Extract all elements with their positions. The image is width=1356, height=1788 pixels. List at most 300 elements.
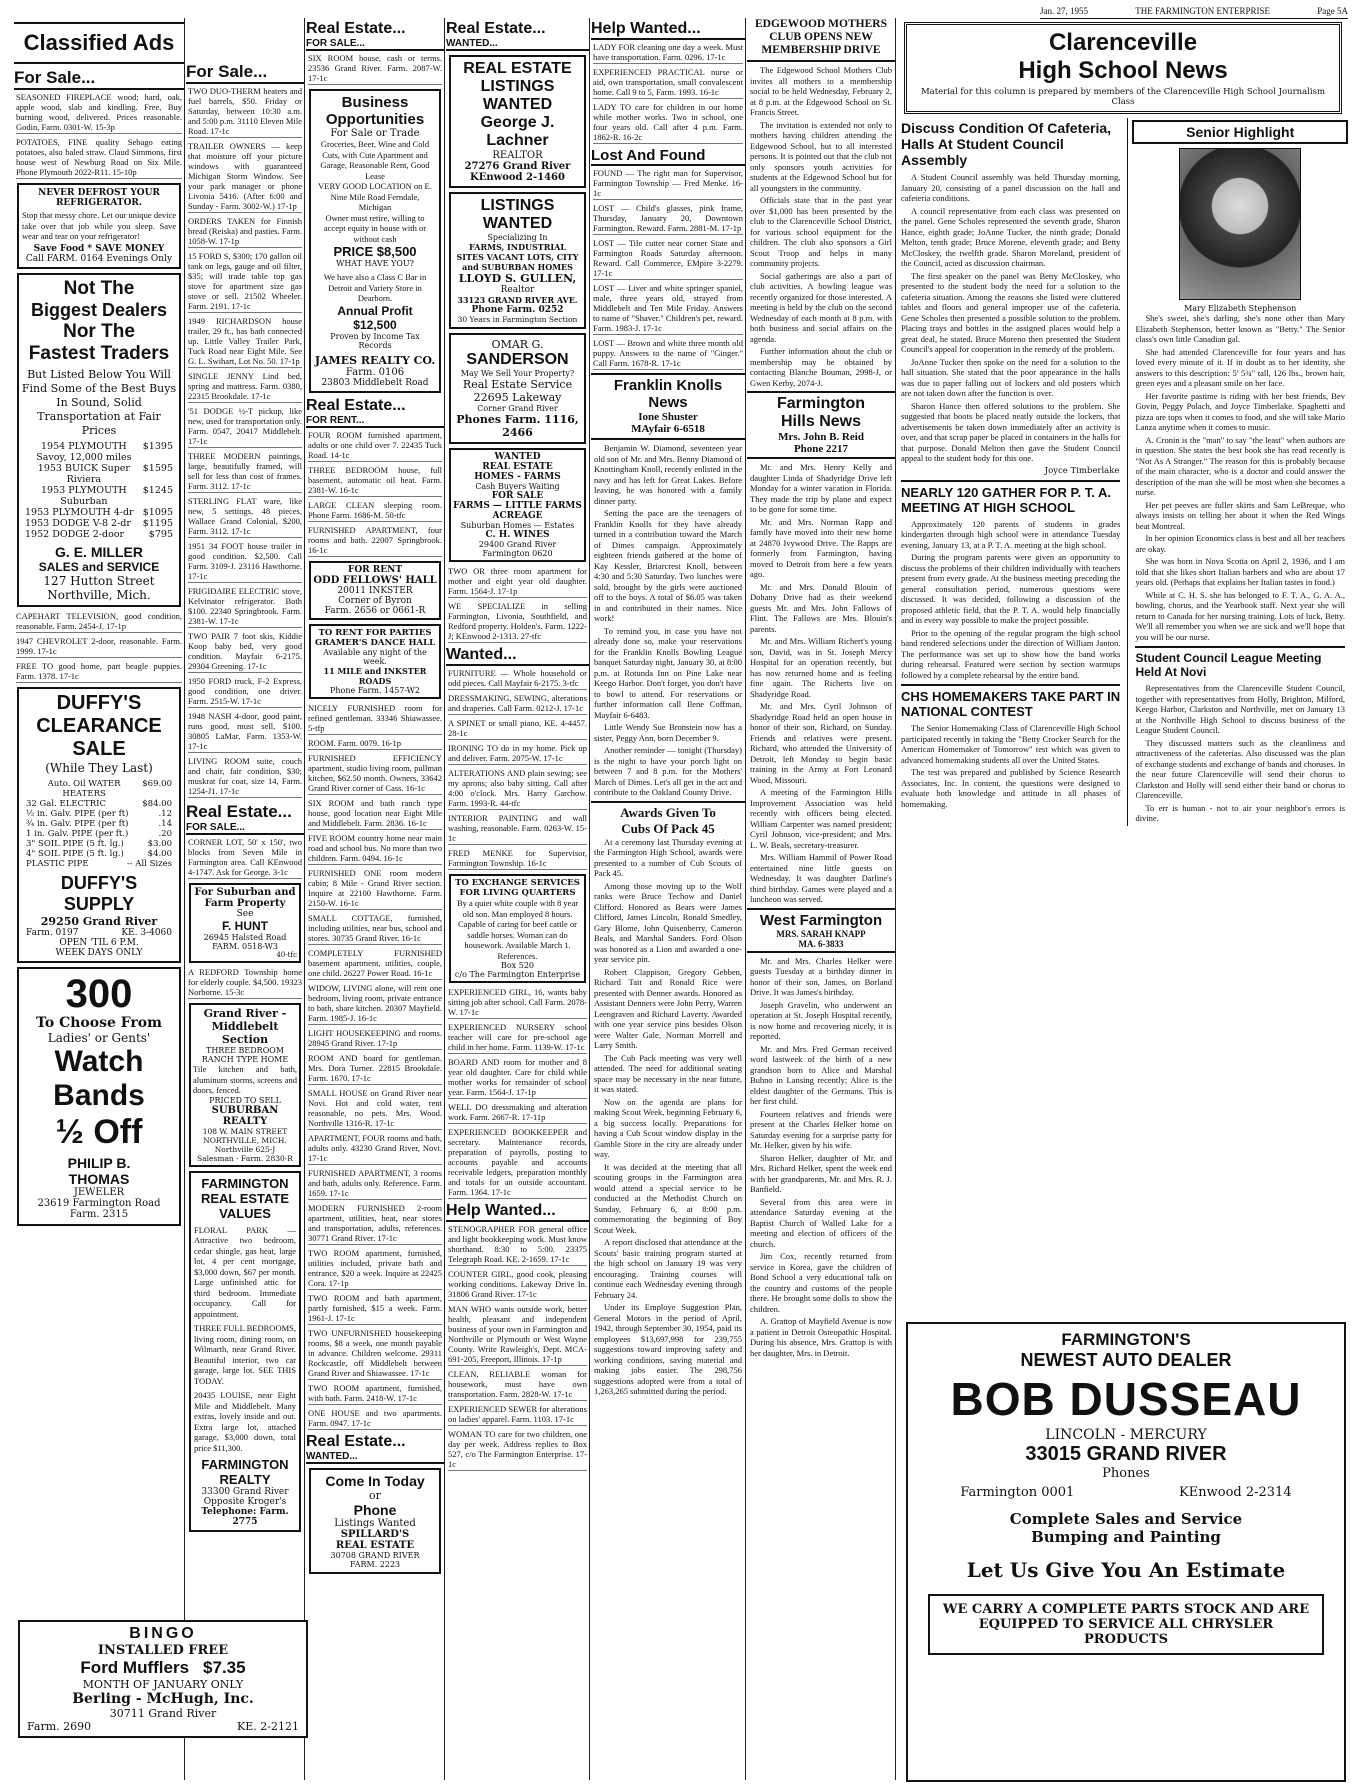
mb-line: Northville 625-J	[214, 1144, 276, 1154]
school-title: Clarenceville	[1048, 29, 1198, 56]
gullen-ad	[449, 192, 586, 329]
news-paragraph: Mrs. William Hammil of Power Road entertained nine little guests on Wednesday. It was daughter Darline's third birthday. Games were played and a luncheon was served.	[750, 852, 892, 904]
classified-ad: 1949 RICHARDSON house trailer, 29 ft., has bath connected up. Little Valley Trailer Park, Tuck Road near Eight Mile. See G. L. Swihart, Lot No. 50. 17-1p	[188, 316, 302, 366]
fh-line: Farmington	[777, 395, 865, 412]
homemakers-headline: CHS HOMEMAKERS TAKE PART IN NATIONAL CONTEST	[901, 684, 1120, 719]
classified-ad: 1947 CHEVROLET 2-door, reasonable. Farm. 1999. 17-1c	[16, 635, 182, 656]
watch-line: Bands	[53, 1078, 145, 1112]
news-paragraph: Mr. and Mrs. William Richert's young son, David, was in St. Joseph Mercy Hospital for an operation recently, but has now returned home and is feeling fine again. The Richerts live on Shadyridge Road.	[750, 636, 892, 699]
classified-ad: THREE MODERN paintings, large, beautifully framed, will sell for less than cost of frames. Farm. 3112. 17-1c	[188, 451, 302, 491]
heading-sub: FOR SALE...	[186, 822, 245, 833]
help-wanted-heading: Help Wanted...	[446, 1202, 589, 1222]
james-realty-ad	[309, 89, 441, 393]
news-paragraph: The Senior Homemaking Class of Clarenceville High School participated recently in taking the "Betty Crocker Search for the American Homemaker of Tomorrow" test which was given to advanced homemaking students all over the United States.	[901, 723, 1121, 765]
classified-ad: CLEAN, RELIABLE woman for housework, must have own transportation. Farm. 2828-W. 17-1c	[448, 1369, 587, 1399]
mb-line: NORTHVILLE, MICH.	[203, 1135, 287, 1145]
bingo-line: BINGO	[129, 1625, 197, 1642]
classified-ad: WE SPECIALIZE in selling Farmington, Livonia, Southfield, and Redford property. Holden's. Farm. 1222-J; KEnwood 2-1313. 27-tfc	[448, 601, 587, 641]
classified-ad: FOUR ROOM furnished apartment, adults or one child over 7. 22435 Tuck Road. 14-1c	[308, 429, 442, 460]
dance-hall-ad	[309, 624, 441, 699]
car-row-label: 1953 PLYMOUTH Suburban	[41, 484, 127, 507]
issue-date: Jan. 27, 1955	[1040, 6, 1088, 16]
heading-text: Real Estate...	[306, 1432, 406, 1450]
classified-ad: FOUND — The right man for Supervisor, Farmington Township — Fred Menke. 16-1c	[593, 168, 743, 198]
news-paragraph: To err is human - not to air your neighbor's errors is divine.	[1135, 802, 1345, 823]
classified-ad: LADY TO care for children in our home while mother works. Two in school, one four years old. Call after 4 p.m. Farm. 1862-R. 16-2c	[593, 102, 743, 142]
wines-ad	[449, 448, 586, 562]
news-paragraph: To remind you, in case you have not already done so, make your reservations for the Franklin Knolls Bowling League banquet Saturday night, January 30, at 8:00 p.m. at Rotunda Inn on Pine Lake near Keego Harbor. Don't forget, you don't have to bowl to attend. For reservations or further information call Ilene Coffman, Mayfair 6-6483.	[594, 625, 742, 720]
bob-phone: KEnwood 2-2314	[1179, 1485, 1292, 1500]
farmington-realty-ad	[189, 1171, 301, 1533]
car-row-price: $1095	[142, 506, 173, 518]
classified-ad: POTATOES, FINE quality Sebago eating potatoes, also baled straw. Claud Simmons, first house west of Newburg Road on Six Mile. Phone Plymouth 2022-R11. 15-10p	[16, 137, 182, 177]
sanderson-line: Real Estate Service	[462, 378, 573, 391]
news-paragraph: They discussed matters such as the cleanliness and attractiveness of the cafeterias. Also discussed was the plan of exchange students and exchange of bands and choruses. In the near future Clarenceville will send their chorus to Clarkston and Holly will send either their band or chorus to Clarenceville.	[1135, 737, 1345, 800]
bob-address: 33015 GRAND RIVER	[1025, 1443, 1227, 1465]
heading-sub: WANTED...	[306, 1450, 358, 1462]
classified-ad: COMPLETELY FURNISHED basement apartment, utilities, couple, one child. 26227 Power Road. 16-1c	[308, 947, 442, 978]
odd-line: 20011 INKSTER	[337, 585, 413, 596]
wines-line: FARMS — LITTLE FARMS	[453, 501, 582, 511]
classified-ad: EXPERIENCED NURSERY school teacher will care for pre-school age child in her home. Farm. 1139-W. 17-1c	[448, 1022, 587, 1052]
supply-line: SUPPLY	[63, 893, 135, 914]
fk-line: Franklin Knolls	[613, 377, 723, 394]
classified-ad: WOMAN TO care for two children, one day per week. Address replies to Box 527, c/o The Farmington Enterprise. 17-1c	[448, 1429, 587, 1469]
wanted-ads	[446, 668, 589, 870]
gullen-line: Specializing In	[487, 233, 548, 242]
re-wanted-heading	[306, 1433, 444, 1464]
news-paragraph: The Cub Pack meeting was very well attended. The need for additional seating space may be necessary in the near future, it was stated.	[594, 1052, 742, 1094]
help-ads-5	[591, 42, 745, 144]
col2-ads	[186, 86, 304, 798]
thomas-line: THOMAS	[68, 1170, 130, 1187]
news-paragraph: Joseph Gravelin, who underwent an operation at St. Joseph Hospital recently, is now home and recovering nicely, it is reported.	[750, 999, 892, 1041]
car-row-price: $1195	[142, 517, 173, 529]
pipe-row	[22, 819, 176, 829]
grange-line: TO RENT FOR PARTIES	[318, 627, 432, 638]
grange-line: Available any night of the week.	[323, 647, 427, 666]
value-listing: FLORAL PARK — Attractive two bedroom, cedar shingle, gas heat, large lot, 4 per cent mortgage, $3,000 down, $67 per month. Large unfinished attic for third bedroom. Immediate occupancy. Call for appointment.	[194, 1224, 296, 1319]
gullen-line: 33123 GRAND RIVER AVE.	[457, 295, 578, 305]
lachner-line: Lachner	[486, 132, 549, 149]
cubs-line: Awards Given To	[620, 804, 716, 820]
pipe-row-price: .14	[158, 818, 172, 829]
classified-ad: LADY FOR cleaning one day a week. Must have transportation. Farm. 0296. 17-1c	[593, 42, 743, 62]
values-line: REAL ESTATE	[200, 1190, 290, 1206]
lachner-line: WANTED	[482, 96, 553, 113]
realty-line: Opposite Kroger's	[203, 1497, 287, 1507]
wines-line: WANTED	[494, 452, 541, 462]
miller-line: SALES and SERVICE	[38, 559, 160, 574]
pta-story	[898, 519, 1123, 681]
car-row-label: 1952 DODGE 2-door	[25, 528, 125, 540]
fk-news	[591, 443, 745, 798]
pipe-row-price: .20	[158, 828, 172, 839]
biz-line: JAMES REALTY CO.	[314, 353, 436, 367]
column-5	[591, 18, 746, 1780]
rent-ads-2	[306, 703, 444, 1430]
classified-ad: FREE TO good home, part beagle puppies. Farm. 1378. 17-1c	[16, 660, 182, 681]
duffy-line: SALE	[72, 737, 126, 760]
spillard-line: Phone	[353, 1501, 397, 1518]
sanderson-line: Phones Farm. 1116, 2466	[456, 413, 579, 439]
classified-ad: '51 DODGE ½-T pickup, like new, used for transportation only. Farm. 0547, 20417 Middlebelt. 17-1c	[188, 406, 302, 446]
wanted-ads-2	[446, 987, 589, 1199]
column-6	[747, 18, 896, 1780]
news-paragraph: It was decided at the meeting that all scouting groups in the Farmington area would attend a special service to be conducted at the Methodist Church on Sunday, February 6, at 8:00 p.m. commemorating the beginning of Boy Scout Week.	[594, 1161, 742, 1235]
classified-ad: WELL DO dressmaking and alteration work. Farm. 2667-R. 17-11p	[448, 1102, 587, 1122]
clarenceville-masthead	[904, 22, 1342, 114]
dealers-line: Fastest Traders	[28, 342, 170, 364]
supply-line: 29250 Grand River	[40, 914, 158, 928]
classified-ad: FURNITURE — Whole household or odd pieces. Call Mayfair 6-2175. 3-tfc	[448, 668, 587, 688]
bingo-line: INSTALLED FREE	[97, 1643, 229, 1658]
for-sale-heading: For Sale...	[14, 68, 184, 90]
car-row	[21, 518, 177, 529]
classified-ad: A REDFORD Township home for elderly couple. $4,500. 19323 Norborne. 15-3c	[188, 967, 302, 997]
gullen-line: WANTED	[482, 215, 553, 232]
bob-line: FARMINGTON'S	[1061, 1330, 1191, 1349]
biz-line: Business	[341, 94, 409, 111]
cubs-headline	[591, 801, 745, 837]
wines-line: 29400 Grand River	[478, 540, 557, 549]
classified-ad: TWO ROOM apartment, furnished, utilities included, private bath and entrance, $20 a week. Inquire at 22425 Cora. 17-1p	[308, 1247, 442, 1288]
biz-line: 23803 Middlebelt Road	[321, 377, 429, 388]
column-2	[186, 18, 305, 1780]
car-row	[21, 463, 177, 485]
news-paragraph: Mr. and Mrs. Norman Rapp and family have moved into their new home at 24870 Ivywood Drive. The Rapps are formerly from Farmington, having moved to Detroit from here a few years ago.	[750, 516, 892, 579]
heading-text: Real Estate...	[306, 20, 406, 37]
classified-ad: SMALL COTTAGE, furnished, including utilities, near bus, school and stores. 30735 Grand River. 16-1c	[308, 912, 442, 943]
news-paragraph: Setting the pace are the teenagers of Franklin Knolls for they have already turned in a contribution toward the March of Dimes campaign. Approximately eighteen friends gathered at the home of Kay Kessler, Briarcrest Knoll, between 4:30 and 5:30 Saturday. Two lunches were sold, brought by the girls were auctioned off to the boys. A total of $6.05 was taken in and contributed in their names. Nice work!	[594, 508, 742, 623]
supply-line: OPEN 'TIL 6 P.M.	[59, 937, 139, 948]
mb-line: Salesman - Farm. 2830-R	[197, 1153, 293, 1163]
pipe-row-price: -- All Sizes	[126, 858, 172, 869]
news-paragraph: Several from this area were in attendance Saturday evening at the Baptist Church of Walled Lake for a meeting and election of officers of the church.	[750, 1196, 892, 1249]
news-paragraph: The Edgewood School Mothers Club invites all mothers to a membership social to be held Wednesday, February 2, at 8 p.m. at the Edgewood School on St. Francis Street.	[750, 65, 892, 117]
franklin-knolls-masthead	[591, 373, 745, 435]
lachner-line: REALTOR	[492, 150, 543, 161]
classified-ad: FRIGIDAIRE ELECTRIC stove, Kelvinator refrigerator. Both $100. 22340 Springbrook. Farm. 2381-W. 17-1c	[188, 586, 302, 626]
hunt-line: FARM. 0518-W3	[212, 942, 278, 951]
watch-line: Ladies' or Gents'	[47, 1030, 151, 1045]
heading-sub: FOR SALE...	[306, 38, 365, 49]
news-paragraph: Among those moving up to the Wolf ranks were Bruce Techow and Daniel Clifford. Honored as Bears were James Clifford, James Lincoln, Ronald Smedley, Gary Blome, John Quisenberry, Cameron Beals, and Marshal Sanders. Ford Olson was honored as a Lion and awarded a one-year service pin.	[594, 880, 742, 964]
classified-ad: TWO OR three room apartment for mother and eight year old daughter. Farm. 1564-J. 17-1p	[448, 566, 587, 596]
wines-line: Farmington 0620	[482, 549, 553, 558]
exchange-line: TO EXCHANGE SERVICES FOR LIVING QUARTERS	[455, 878, 580, 898]
classified-ad: LARGE CLEAN sleeping room. Phone Farm. 1686-M. 50-tfc	[308, 499, 442, 520]
classified-ad: FRED MENKE for Supervisor, Farmington Township. 16-1c	[448, 848, 587, 868]
miller-line: 127 Hutton Street	[43, 573, 155, 588]
wanted-heading: Wanted...	[446, 646, 589, 666]
news-paragraph: Mr. and Mrs. Charles Helker were guests Tuesday at a birthday dinner in honor of their son, James, on Borland Drive. It was James's birthday.	[750, 955, 892, 997]
fk-line: MAyfair 6-6518	[631, 423, 705, 435]
classified-ad: ROOM AND board for gentleman. Mrs. Dora Turner. 22815 Brookdale. Farm. 1670. 17-1c	[308, 1052, 442, 1083]
classified-ad: SINGLE JENNY Lind bed, spring and mattress. Farm. 0380, 22315 Brookdale. 17-1c	[188, 371, 302, 401]
duffy-ad	[17, 687, 181, 963]
watch-line: Watch	[54, 1044, 144, 1078]
news-paragraph: She was born in Nova Scotia on April 2, 1936, and I am told that she likes short Italian barbers and who are about 17 years old. (Perhaps that explains her Italian tastes in food.)	[1135, 556, 1345, 587]
classified-ad: EXPERIENCED PRACTICAL nurse or aid, own transportation, small convalescent home. Call 9 to 5, Farm. 1993. 16-1c	[593, 67, 743, 97]
wines-line: Suburban Homes — Estates	[460, 521, 575, 530]
wines-line: REAL ESTATE	[482, 462, 553, 472]
spillard-line: Come In Today	[325, 1472, 425, 1489]
sanderson-line: Corner Grand River	[477, 404, 558, 413]
news-paragraph: Social gatherings are also a part of club activities. A bowling league was recently organized for those interested. A meeting is held by the club on the second Wednesday of each month at 8 p.m. with both business and social affairs on the agenda.	[750, 270, 892, 344]
news-paragraph: She had attended Clarenceville for four years and has loved every minute of it. If in doubt as to her identity, she answers to this description: 5' 5¾" tall, 126 lbs., brown hair, green eyes and a pleasant smile on her face.	[1135, 346, 1345, 388]
classified-ad: TRAILER OWNERS — keep that moisture off your picture windows with guaranteed Michigan Storm Window. See your park manager or phone Livonia 5416. (After 6:00 and Sunday - Farm. 3002-W.) 17-1p	[188, 141, 302, 211]
classified-ad: ORDERS TAKEN for Finnish bread (Reiska) and pasties. Farm. 1058-W. 17-1p	[188, 216, 302, 246]
thomas-line: 23619 Farmington Road	[37, 1197, 161, 1209]
column-3	[306, 18, 445, 1780]
pipe-row	[22, 839, 176, 849]
miller-name: G. E. MILLER	[55, 543, 143, 560]
cubs-story	[591, 837, 745, 1397]
bingo-line: Berling - McHugh, Inc.	[72, 1691, 254, 1707]
value-listing: THREE FULL BEDROOMS, living room, dining room, on Wilmarth, near Grand River. Beautiful interior, two car garage, large lot. SEE THIS TODAY.	[194, 1323, 296, 1386]
classified-ad: EXPERIENCED BOOKKEEPER and secretary. Maintenance records, preparation of payrolls, posting to accounts payable and accounts receivable ledgers, preparation monthly and totals for an outside accountant. Farm. 1364. 17-1c	[448, 1127, 587, 1197]
news-paragraph: Benjamin W. Diamond, seventeen year old son of Mr. and Mrs. Benny Diamond of Knottingham Knoll, recently enlisted in the navy and has left for Great Lakes. Before leaving, he was honored with a family dinner party.	[594, 443, 742, 506]
heading-text: Real Estate...	[306, 396, 406, 414]
grange-line: GRAMER'S DANCE HALL	[314, 637, 436, 648]
news-paragraph: At a ceremony last Thursday evening at the Farmington High School, awards were presented to a number of Cub Scouts of Pack 45.	[594, 836, 742, 878]
help-ads	[446, 1224, 589, 1471]
classified-ad: TWO DUO-THERM heaters and fuel barrels, $50. Friday or Saturday, between 10:30 a.m. and 5:00 p.m. 31110 Eleven Mile Road. 17-1c	[188, 86, 302, 136]
classified-ad: 1948 NASH 4-door, good paint, runs good, must sell, $100. 30805 LaMar, Farm. 1353-W. 17-1c	[188, 711, 302, 751]
classified-ad: EXPERIENCED SEWER for alterations on ladies' apparel. Farm. 1103. 17-1c	[448, 1404, 587, 1424]
school-col-right	[1128, 118, 1348, 826]
car-row	[21, 507, 177, 518]
news-paragraph: The first speaker on the panel was Betty McCloskey, who presented to the student body the need for a solution to the cafeteria situation. Among the reasons she listed were cluttered tables and floors and general improper use of the cafeteria. Gene Scholes then presented a possible solution to the problem. Placing trays and bottles in the assigned places would help a great deal, he stated. Bruce Moreno then presented the Student Council's appeal for cooperation in the remedy of the problem.	[901, 270, 1121, 354]
re-for-rent-heading	[306, 397, 444, 428]
pipe-row	[22, 809, 176, 819]
hunt-tag: 40-tfc	[276, 951, 297, 959]
biz-line: For Sale or Trade	[330, 128, 420, 139]
pipe-row-label: ¾ in. Galv. PIPE (per ft)	[26, 818, 129, 829]
pipe-row	[22, 799, 176, 809]
news-paragraph: A council representative from each class was presented on the panel. Gene Scholes represented the seventh grade, Sharon Hance, eighth grade; JoAnne Tucker, the ninth grade; Donald Melton, tenth grade; Bruce Morene, eleventh grade; and Betty McCloskey, the twelfth grade. Sharon Moreland, president of the Council, acted as discussion chairman.	[901, 205, 1121, 268]
duffy-line: (While They Last)	[45, 760, 153, 775]
bob-line: Complete Sales and Service	[1009, 1510, 1243, 1528]
classified-ad: LOST — Child's glasses, pink frame, Thursday, January 20, Downtown Farmington. Reward. Farm. 2881-M. 17-1p	[593, 203, 743, 233]
news-paragraph: Little Wendy Sue Bronstein now has a sister, Peggy Ann, born December 9.	[594, 722, 742, 743]
wf-line: MA. 6-3833	[798, 938, 844, 949]
fk-line: Ione Shuster	[638, 411, 698, 423]
defrost-body: Stop that messy chore. Let our unique device take over that job while you sleep. Save wear and tear on your refrigerator!	[22, 210, 176, 241]
sanderson-line: 22695 Lakeway	[473, 391, 562, 404]
duffy-line: CLEARANCE	[36, 714, 162, 737]
bingo-phone: Farm. 2690	[27, 1720, 92, 1733]
news-paragraph: During the program parents were given an opportunity to discuss the problems of their children individually with teachers present from every grade. At the business meeting preceding the general consultation period, numerous questions were discussed. It was decided, following a discussion of the proposed athletic field, that the P. T. A. would help financially and in every way possible to make the project possible.	[901, 552, 1121, 625]
grange-line: Phone Farm. 1457-W2	[330, 685, 420, 695]
biz-line: Farm. 0106	[345, 366, 405, 378]
fh-news	[747, 462, 895, 905]
classified-title: Classified Ads	[14, 22, 184, 64]
pipe-row-price: .12	[158, 808, 172, 819]
west-farmington-masthead	[747, 908, 895, 953]
news-paragraph: Mr. and Mrs. Donald Blouin of Dohany Drive had as their weekend guests Mr. and Mrs. John Fallows of Flint. The Fallows are Mrs. Blouin's parents.	[750, 581, 892, 634]
mb-line: 108 W. MAIN STREET	[202, 1126, 288, 1136]
news-paragraph: A. Grattop of Mayfield Avenue is now a patient in Detroit Osteopathic Hospital. During his absence, Mrs. Grattop is with her daughter, Mrs. in Detroit.	[750, 1316, 892, 1358]
news-paragraph: JoAnne Tucker then spoke on the need for a solution to the hall situation. She stated that the poor appearance in the halls was due to paper falling out of lockers and old posters which are not taken down after the function is over.	[901, 356, 1121, 398]
wines-line: C. H. WINES	[485, 530, 550, 540]
classified-ad: THREE BEDROOM house, full basement, automatic oil heat. Farm. 2381-W. 16-1c	[308, 464, 442, 495]
classified-ad: 1950 FORD truck, F-2 Express, good condition, one driver. Farm. 2515-W. 17-1c	[188, 676, 302, 706]
supply-line: DUFFY'S	[60, 872, 138, 893]
exchange-ad	[449, 874, 586, 983]
gullen-line: FARMS, INDUSTRIAL SITES VACANT LOTS, CITY and SUBURBAN HOMES	[456, 242, 579, 272]
thomas-line: Farm. 2315	[69, 1208, 129, 1220]
lachner-line: George J.	[480, 114, 555, 131]
wines-line: HOMES - FARMS	[474, 472, 561, 482]
bingo-phone: KE. 2-2121	[237, 1720, 299, 1733]
spillard-line: SPILLARD'S	[340, 1528, 410, 1540]
news-paragraph: Her favorite pastime is riding with her best friends, Bev Govin, Peggy Polach, and Joyce Timberlake. Spaghetti and pizza are tops when it comes to food, and she will take Mario Lanza anytime when it comes to music.	[1135, 390, 1345, 432]
byline: Joyce Timberlake	[1044, 465, 1120, 476]
pipe-row-label: PLASTIC PIPE	[26, 858, 89, 869]
classified-ad: FURNISHED APARTMENT, four rooms and bath. 22007 Springbrook. 16-1c	[308, 524, 442, 555]
student-photo	[1179, 148, 1301, 300]
exchange-line: c/o The Farmington Enterprise	[454, 970, 581, 979]
page-number: Page 5A	[1317, 6, 1348, 16]
wf-line: West Farmington	[759, 911, 883, 929]
car-row-label: 1954 PLYMOUTH Savoy, 12,000 miles	[36, 440, 132, 463]
farmington-hills-masthead	[747, 391, 895, 459]
heading-sub: WANTED...	[446, 38, 498, 49]
dealers-line: Biggest Dealers	[30, 299, 168, 320]
wf-news	[747, 956, 895, 1359]
biz-line: Owner must retire, willing to accept equity in house with or without cash	[323, 212, 427, 244]
classified-ad: SIX ROOM house, cash or terms. 23536 Grand River. Farm. 2087-W. 17-1c	[308, 53, 442, 83]
spillard-ad	[309, 1468, 441, 1574]
lachner-line: REAL ESTATE	[463, 60, 572, 77]
exchange-line: Box 520	[500, 961, 535, 970]
news-paragraph: Fourteen relatives and friends were present at the Charles Helker home on Saturday evening for a surprise party for Mr. Helker, given by his wife.	[750, 1108, 892, 1150]
heading-text: Real Estate...	[446, 20, 546, 37]
news-paragraph: Robert Clappison, Gregory Gebben, Richard Tait and Ronald Rice were presented with Denner awards. Honored as Assistant Denners were John Perry, Warren Leengraven and Richard Laverty. Awarded with one year service pins besides Olson were Walter Gale, Norman Morrell and Larry Smith.	[594, 966, 742, 1050]
news-paragraph: Now on the agenda are plans for making Scout Week, beginning February 6, a big success locally. Preparations for having a Cub Scout window display in the Gamble Store in the city are already under way.	[594, 1096, 742, 1159]
wines-line: Cash Buyers Waiting	[475, 482, 560, 491]
suburban-realty-ad	[189, 1003, 301, 1167]
news-paragraph: Sharon Hance then offered solutions to the problem. She suggested that boots be placed neatly outside the lockers, that advertisements be taken down immediately after an activity is over, and that scrap paper be placed in containers in the halls for that purpose. Donald Melton then gave the Student Council appeal to the student body for this one.	[901, 400, 1121, 463]
realty-line: 33300 Grand River	[201, 1487, 289, 1497]
news-paragraph: Under its Employe Suggestion Plan, General Motors in the period of April, 1942, through September 30, 1954, paid its employees $13,697,998 for 239,755 suggestions toward improving safety and working conditions, saving material and making jobs easier. The 298,756 suggestions adopted were from a total of 1,263,265 submitted during the period.	[594, 1302, 742, 1396]
classified-ad: APARTMENT, FOUR rooms and bath, adults only. 43230 Grand River, Novi. 17-1c	[308, 1132, 442, 1163]
classified-ad: TWO UNFURNISHED housekeeping rooms, $8 a week, one month payable in advance. Children welcome. 29311 Rockcastle, off Middlebelt between Grand River and Shiawassee. 17-1c	[308, 1327, 442, 1378]
gullen-line: Phone Farm. 0252	[471, 305, 564, 315]
pipe-list	[22, 779, 176, 869]
fk-line: News	[648, 394, 688, 411]
mb-line: RANCH TYPE HOME	[201, 1055, 289, 1064]
car-row-label: 1953 PLYMOUTH 4-dr	[25, 506, 134, 518]
gullen-line: Realtor	[500, 285, 535, 295]
odd-line: Corner of Byron	[338, 595, 412, 606]
exchange-body: By a quiet white couple with 8 year old son. Man employed 8 hours. Capable of caring for beef cattle or saddle horses. Woman can do housework. Available March 1. References.	[456, 898, 579, 961]
spillard-line: REAL ESTATE	[335, 1539, 415, 1551]
mb-line: THREE BEDROOM	[205, 1046, 285, 1055]
school-columns	[898, 118, 1348, 826]
watch-ad	[17, 967, 181, 1226]
school-col-left	[898, 118, 1128, 826]
car-row-label: 1953 BUICK Super Riviera	[37, 462, 130, 485]
help-wanted-heading-5: Help Wanted...	[591, 20, 745, 40]
pipe-row-label: 32 Gal. ELECTRIC	[26, 798, 106, 809]
thomas-line: JEWELER	[73, 1186, 125, 1198]
dealers-body: But Listed Below You Will Find Some of the Best Buys In Sound, Solid Transportation at Fair Prices	[21, 367, 177, 437]
sanderson-line: OMAR G.	[491, 338, 544, 351]
dusseau-ad	[906, 1322, 1346, 1782]
heading-text: Real Estate...	[186, 802, 292, 821]
cafeteria-headline: Discuss Condition Of Cafeteria, Halls At Student Council Assembly	[901, 120, 1112, 168]
watch-line: To Choose From	[36, 1014, 162, 1031]
bob-name: BOB DUSSEAU	[950, 1373, 1302, 1425]
classified-ad: WIDOW, LIVING alone, will rent one bedroom, living room, private entrance to bath, share kitchen. 20307 Mayfield. Farm. 1985-J. 16-1c	[308, 982, 442, 1023]
classified-ad: STENOGRAPHER FOR general office and light bookkeeping work. Must know shorthand. 8:30 to 5:00. 23375 Telegraph Road. KE. 2-1659. 17-1c	[448, 1224, 587, 1264]
classified-ad: SMALL HOUSE on Grand River near Novi. Hot and cold water, rent reasonable, no pets. Mrs. Wood. Northville 1316-R. 17-1c	[308, 1087, 442, 1128]
classified-ad: CAPEHART TELEVISION, good condition, reasonable. Farm. 2454-J. 17-1p	[16, 610, 182, 631]
sanderson-line: May We Sell Your Property?	[460, 369, 575, 378]
hunt-line: For Suburban and	[194, 887, 296, 898]
classified-ad: TWO ROOM and bath apartment, partly furnished, $15 a week. Farm. 1961-J. 17-1c	[308, 1292, 442, 1323]
classified-ad: FURNISHED APARTMENT, 3 rooms and bath, adults only. Reference. Farm. 1659. 17-1c	[308, 1167, 442, 1198]
sanderson-ad	[449, 333, 586, 444]
news-paragraph: Mr. and Mrs. Fred German received word lastweek of the birth of a new grandson born to Alice and Marshal Buhno in Lansing recently; Alice is the eldest daughter of the Germans. This is her first child.	[750, 1043, 892, 1106]
supply-phone: Farm. 0197	[26, 927, 79, 938]
lachner-line: LISTINGS	[480, 78, 555, 95]
rent-ads	[306, 430, 444, 557]
car-row	[21, 529, 177, 540]
realty-line: FARMINGTON	[201, 1457, 289, 1472]
classified-ad: FURNISHED ONE room modern cabin; 8 Mile - Grand River section. Inquire at 22100 Hawthorne. Farm. 2150-W. 16-1c	[308, 867, 442, 908]
news-paragraph: Mr. and Mrs. Cyril Johnson of Shadyridge Road held an open house in honor of their son, Richard, on Sunday. Friends and relatives were present. Richard, who attended the University of Detroit, left Monday to begin basic training in the Army at Fort Leonard Wood, Missouri.	[750, 701, 892, 785]
hunt-line: See	[236, 909, 254, 919]
lachner-line: 27276 Grand River	[464, 161, 571, 172]
classified-ad: STERLING FLAT ware, like new, 5 settings, 48 pieces, Wallace Grand Colonial, $200, Farm. 3112. 17-1c	[188, 496, 302, 536]
defrost-title: NEVER DEFROST YOUR REFRIGERATOR.	[38, 188, 160, 208]
odd-line: FOR RENT	[347, 564, 403, 575]
bob-phone: Farmington 0001	[960, 1485, 1075, 1500]
realty-line: Telephone: Farm. 2775	[201, 1507, 289, 1527]
classified-ad: SIX ROOM and bath ranch type house, good location near Eight Mile and Middlebelt. Farm. 2836. 16-1c	[308, 797, 442, 828]
classified-ad: TWO ROOM apartment, furnished, with bath. Farm. 2418-W. 17-1c	[308, 1382, 442, 1403]
news-paragraph: While at C. H. S. she has belonged to F. T. A., G. A. A., bowling, chorus, and the Yearbook staff. Next year she will return to Canada for her nursing training. Lots of luck, Betty. We'll all remember you when we are sick and we'll hope that you will be our nurse.	[1135, 589, 1345, 642]
pipe-row-price: $84.00	[142, 798, 172, 809]
school-sub: Material for this column is prepared by members of the Clarenceville High School Journalism Class	[920, 87, 1326, 107]
spillard-line: FARM. 2223	[349, 1559, 401, 1569]
odd-line: ODD FELLOWS' HALL	[313, 574, 437, 586]
wines-line: ACREAGE	[492, 511, 543, 521]
news-paragraph: The test was prepared and published by Science Research Associates, Inc. In content, the questions were designed to evaluate both knowledge and attitude in all phases of homemaking.	[901, 767, 1121, 809]
news-paragraph: Sharon Helker, daughter of Mr. and Mrs. Richard Helker, spent the week end with her grandparents, Mr. and Mrs. R. J. Banfield.	[750, 1152, 892, 1194]
pipe-row	[22, 829, 176, 839]
classified-ad: CORNER LOT, 50' x 150', two blocks from Seven Mile in Farmington area. Call KEnwood 4-1747. Ask for George. 3-1c	[188, 837, 302, 877]
biz-line: Opportunities	[325, 111, 425, 128]
bingo-line: Ford Mufflers	[80, 1658, 190, 1677]
news-paragraph: A. Cronin is the "man" to say "the least" when authors are in question. She states the best book she has read recently is "Not As A Stranger." The reason for this is probably because of the main character, who is a doctor and could answer the description of the man she will be most when she becomes a nurse.	[1135, 434, 1345, 497]
senior-story	[1132, 313, 1348, 642]
edgewood-story	[747, 65, 895, 388]
classified-ad: MAN WHO wants outside work, better health, pleasant and independent business of your own in Farmington and Northville or Plymouth or West Wayne County. Write Rawleigh's, Dept. MCA-691-205, Freeport, Illinois. 17-1p	[448, 1304, 587, 1364]
pta-headline: NEARLY 120 GATHER FOR P. T. A. MEETING AT HIGH SCHOOL	[901, 480, 1120, 515]
miller-line: Northville, Mich.	[47, 587, 151, 602]
biz-line: Groceries, Beer, Wine and Cold Cuts, with Cute Apartment and Garage, Reasonable Rent, Good Lease	[320, 139, 430, 181]
classified-ad: ONE HOUSE and two apartments. Farm. 0947. 17-1c	[308, 1407, 442, 1428]
re-for-sale-heading	[186, 802, 304, 835]
defrost-slogan: Save Food * SAVE MONEY	[33, 243, 165, 254]
fh-line: Phone 2217	[793, 443, 849, 455]
bob-cta: Let Us Give You An Estimate	[966, 1558, 1286, 1582]
